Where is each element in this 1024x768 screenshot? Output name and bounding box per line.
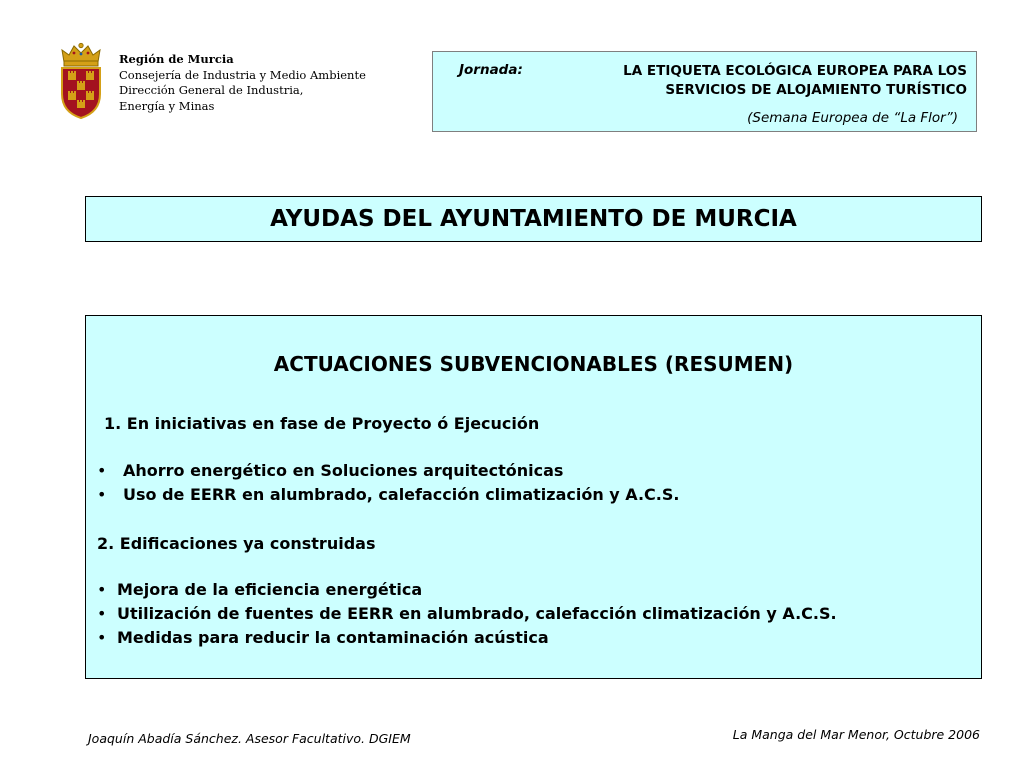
list-item-text: Uso de EERR en alumbrado, calefacción climatización y A.C.S.	[123, 485, 680, 504]
main-title-box	[85, 196, 982, 242]
list-item-text: Ahorro energético en Soluciones arquitectónicas	[123, 461, 564, 480]
list-item-text: Medidas para reducir la contaminación acústica	[117, 628, 549, 647]
jornada-title-line: SERVICIOS DE ALOJAMIENTO TURÍSTICO	[665, 82, 967, 98]
bullet-icon: •	[97, 485, 107, 504]
list-item-text: Utilización de fuentes de EERR en alumbrado, calefacción climatización y A.C.S.	[117, 604, 837, 623]
list-item	[97, 459, 679, 483]
institution-line: Consejería de Industria y Medio Ambiente	[119, 67, 366, 82]
content-heading: ACTUACIONES SUBVENCIONABLES (RESUMEN)	[273, 352, 794, 376]
bullet-icon: •	[97, 604, 107, 623]
list-item	[97, 626, 837, 650]
content-box	[85, 315, 982, 679]
section2-list	[97, 578, 837, 650]
crown-icon	[62, 43, 100, 66]
page-title: AYUDAS DEL AYUNTAMIENTO DE MURCIA	[270, 206, 797, 232]
list-item-text: Mejora de la eficiencia energética	[117, 580, 423, 599]
jornada-title-line: LA ETIQUETA ECOLÓGICA EUROPEA PARA LOS	[623, 63, 967, 79]
jornada-box	[432, 51, 977, 132]
footer-place-date: La Manga del Mar Menor, Octubre 2006	[732, 727, 980, 742]
section1-list	[97, 459, 679, 507]
list-item	[97, 483, 679, 507]
list-item	[97, 602, 837, 626]
footer-author: Joaquín Abadía Sánchez. Asesor Facultativo. DGIEM	[88, 731, 411, 746]
bullet-icon: •	[97, 628, 107, 647]
institution-line: Dirección General de Industria,	[119, 83, 304, 97]
section1-heading: 1. En iniciativas en fase de Proyecto ó Ejecución	[104, 414, 540, 433]
jornada-subtitle: (Semana Europea de “La Flor”)	[747, 110, 958, 126]
list-item	[97, 578, 837, 602]
institution-block	[119, 52, 366, 114]
murcia-coat-of-arms-icon	[58, 42, 104, 120]
bullet-icon: •	[97, 461, 107, 480]
institution-name: Región de Murcia	[119, 52, 234, 66]
bullet-icon: •	[97, 580, 107, 599]
section2-heading: 2. Edificaciones ya construidas	[97, 534, 376, 553]
jornada-label: Jornada:	[459, 62, 523, 78]
jornada-title	[527, 62, 967, 100]
institution-line: Energía y Minas	[119, 98, 215, 113]
